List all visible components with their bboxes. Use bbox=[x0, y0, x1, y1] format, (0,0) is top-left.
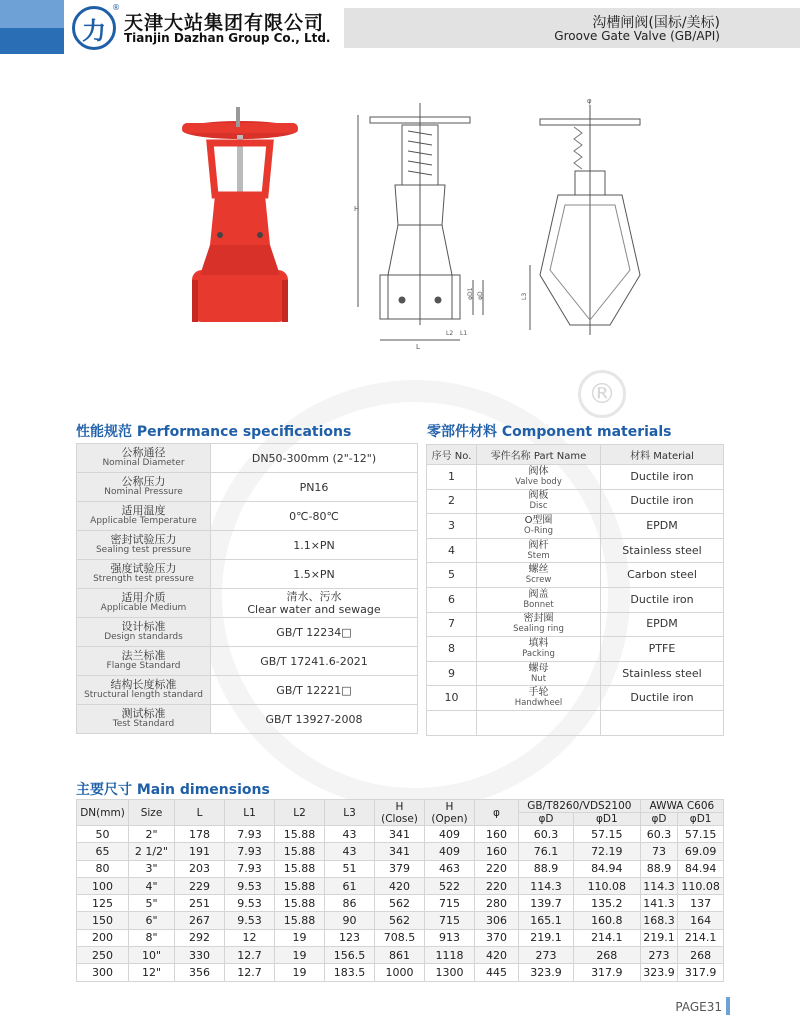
part-name-cn: 螺丝 bbox=[528, 564, 549, 576]
table-row bbox=[427, 587, 724, 612]
spec-label-en: Flange Standard bbox=[106, 661, 181, 671]
table-cell: 219.1 bbox=[640, 929, 678, 946]
spec-label-cn: 适用介质 bbox=[121, 591, 166, 604]
table-cell: 57.15 bbox=[573, 826, 640, 843]
table-cell: 10" bbox=[129, 947, 175, 964]
table-cell: 72.19 bbox=[573, 843, 640, 860]
col-header-h-close-1: H bbox=[395, 800, 404, 813]
product-title-en: Groove Gate Valve (GB/API) bbox=[554, 29, 720, 43]
part-no: 4 bbox=[427, 538, 477, 563]
dimensions-body bbox=[77, 826, 724, 982]
table-cell: 273 bbox=[519, 947, 574, 964]
table-cell: 110.08 bbox=[678, 877, 724, 894]
dimensions-heading: 主要尺寸 Main dimensions bbox=[76, 782, 270, 798]
col-header-awwa-d1: φD1 bbox=[678, 813, 724, 826]
spec-value: GB/T 13927-2008 bbox=[211, 705, 418, 734]
table-cell: 317.9 bbox=[678, 964, 724, 981]
table-cell: 562 bbox=[375, 912, 425, 929]
part-name-en: Nut bbox=[530, 673, 547, 684]
spec-value-en: Clear water and sewage bbox=[247, 603, 381, 616]
table-cell: 65 bbox=[77, 843, 129, 860]
part-material: EPDM bbox=[601, 612, 724, 637]
part-material: Ductile iron bbox=[601, 489, 724, 514]
part-material: Ductile iron bbox=[601, 587, 724, 612]
spec-label-cn: 公称通径 bbox=[121, 446, 166, 459]
table-cell: 15.88 bbox=[275, 826, 325, 843]
table-cell: 220 bbox=[475, 877, 519, 894]
table-cell: 125 bbox=[77, 895, 129, 912]
table-cell: 84.94 bbox=[573, 860, 640, 877]
table-cell: 341 bbox=[375, 826, 425, 843]
spec-label-en: Nominal Pressure bbox=[104, 487, 183, 497]
table-cell: 463 bbox=[425, 860, 475, 877]
table-cell: 165.1 bbox=[519, 912, 574, 929]
spec-value: DN50-300mm (2"-12") bbox=[211, 444, 418, 473]
table-cell: 356 bbox=[175, 964, 225, 981]
part-no: 1 bbox=[427, 465, 477, 490]
table-row bbox=[427, 661, 724, 686]
table-cell: 250 bbox=[77, 947, 129, 964]
table-cell: 15.88 bbox=[275, 877, 325, 894]
table-cell: 420 bbox=[475, 947, 519, 964]
table-cell: 370 bbox=[475, 929, 519, 946]
dim-label-l3: L3 bbox=[521, 292, 528, 300]
table-cell: 409 bbox=[425, 826, 475, 843]
spec-label-en: Structural length standard bbox=[84, 690, 203, 700]
table-cell: 60.3 bbox=[519, 826, 574, 843]
part-no: 10 bbox=[427, 686, 477, 711]
table-row bbox=[77, 895, 724, 912]
table-row bbox=[77, 618, 418, 647]
spec-value: GB/T 12221□ bbox=[211, 676, 418, 705]
table-cell: 15.88 bbox=[275, 860, 325, 877]
table-row bbox=[427, 489, 724, 514]
dim-label-l2: L2 bbox=[446, 330, 454, 337]
col-header-l: L bbox=[175, 800, 225, 826]
table-row bbox=[77, 912, 724, 929]
table-row bbox=[77, 589, 418, 618]
table-cell: 229 bbox=[175, 877, 225, 894]
table-row bbox=[77, 877, 724, 894]
table-cell: 220 bbox=[475, 860, 519, 877]
spec-label-cn: 密封试验压力 bbox=[110, 533, 177, 546]
table-cell: 137 bbox=[678, 895, 724, 912]
col-header-h-close bbox=[375, 800, 425, 826]
components-heading: 零部件材料 Component materials bbox=[427, 424, 672, 440]
dim-label-h: H bbox=[354, 205, 360, 213]
table-cell: 43 bbox=[325, 826, 375, 843]
table-cell: 7.93 bbox=[225, 826, 275, 843]
table-cell: 913 bbox=[425, 929, 475, 946]
part-name-cn: 手轮 bbox=[528, 687, 549, 699]
table-cell: 219.1 bbox=[519, 929, 574, 946]
part-name-cn: 阀板 bbox=[528, 490, 549, 502]
table-cell: 141.3 bbox=[640, 895, 678, 912]
table-row bbox=[77, 676, 418, 705]
table-cell: 708.5 bbox=[375, 929, 425, 946]
part-no: 2 bbox=[427, 489, 477, 514]
table-row bbox=[427, 612, 724, 637]
valve-drawings bbox=[170, 95, 670, 355]
table-cell: 7.93 bbox=[225, 843, 275, 860]
col-header-material: 材料 Material bbox=[601, 445, 724, 465]
table-cell: 100 bbox=[77, 877, 129, 894]
logo-mark: 力 bbox=[82, 16, 106, 45]
spec-label-en: Test Standard bbox=[112, 719, 175, 729]
table-cell: 60.3 bbox=[640, 826, 678, 843]
table-cell: 562 bbox=[375, 895, 425, 912]
table-row bbox=[77, 502, 418, 531]
table-row bbox=[77, 560, 418, 589]
table-cell: 2 1/2" bbox=[129, 843, 175, 860]
table-row bbox=[77, 826, 724, 843]
part-name-cn: 填料 bbox=[528, 637, 549, 649]
table-cell: 123 bbox=[325, 929, 375, 946]
table-cell: 3" bbox=[129, 860, 175, 877]
spec-label-en: Applicable Medium bbox=[100, 603, 187, 613]
table-cell: 80 bbox=[77, 860, 129, 877]
spec-label-cn: 适用温度 bbox=[121, 504, 166, 517]
col-header-h-close-2: (Close) bbox=[381, 812, 418, 825]
dim-label-d1: φD1 bbox=[467, 287, 474, 300]
table-cell: 12" bbox=[129, 964, 175, 981]
table-cell: 15.88 bbox=[275, 912, 325, 929]
table-cell: 57.15 bbox=[678, 826, 724, 843]
company-name-cn: 天津大站集团有限公司 bbox=[124, 12, 325, 34]
table-row bbox=[427, 514, 724, 539]
table-cell: 110.08 bbox=[573, 877, 640, 894]
spec-value: 0℃-80℃ bbox=[211, 502, 418, 531]
table-cell: 4" bbox=[129, 877, 175, 894]
table-cell: 69.09 bbox=[678, 843, 724, 860]
table-cell: 191 bbox=[175, 843, 225, 860]
table-cell: 12.7 bbox=[225, 964, 275, 981]
part-name-cn: 阀体 bbox=[528, 465, 549, 477]
table-cell: 43 bbox=[325, 843, 375, 860]
part-name-cn: 阀盖 bbox=[528, 588, 549, 600]
table-cell: 88.9 bbox=[640, 860, 678, 877]
table-cell: 76.1 bbox=[519, 843, 574, 860]
part-material: Stainless steel bbox=[601, 538, 724, 563]
table-cell: 139.7 bbox=[519, 895, 574, 912]
part-name-cn: 密封圈 bbox=[523, 613, 554, 625]
part-material: Carbon steel bbox=[601, 563, 724, 588]
table-cell: 90 bbox=[325, 912, 375, 929]
table-cell: 9.53 bbox=[225, 912, 275, 929]
table-cell: 160 bbox=[475, 826, 519, 843]
table-row bbox=[77, 705, 418, 734]
table-cell: 323.9 bbox=[519, 964, 574, 981]
table-cell: 1300 bbox=[425, 964, 475, 981]
table-row bbox=[77, 929, 724, 946]
table-cell: 150 bbox=[77, 912, 129, 929]
part-material: PTFE bbox=[601, 637, 724, 662]
part-name-en: O-Ring bbox=[523, 525, 554, 536]
part-name-cn: O型圈 bbox=[524, 514, 553, 526]
col-header-awwa-d: φD bbox=[640, 813, 678, 826]
col-header-gb-d: φD bbox=[519, 813, 574, 826]
col-header-l2: L2 bbox=[275, 800, 325, 826]
table-cell: 84.94 bbox=[678, 860, 724, 877]
col-header-dn: DN(mm) bbox=[77, 800, 129, 826]
table-cell: 9.53 bbox=[225, 895, 275, 912]
col-header-awwa: AWWA C606 bbox=[640, 800, 723, 813]
performance-table bbox=[76, 443, 418, 734]
part-no: 3 bbox=[427, 514, 477, 539]
table-row bbox=[77, 947, 724, 964]
table-cell: 715 bbox=[425, 895, 475, 912]
spec-label-cn: 法兰标准 bbox=[121, 649, 166, 662]
table-cell: 861 bbox=[375, 947, 425, 964]
table-row bbox=[427, 563, 724, 588]
performance-heading: 性能规范 Performance specifications bbox=[76, 424, 352, 440]
side-section-drawing bbox=[530, 105, 640, 335]
table-cell: 86 bbox=[325, 895, 375, 912]
table-cell: 715 bbox=[425, 912, 475, 929]
dim-label-l: L bbox=[416, 343, 420, 351]
table-row bbox=[77, 444, 418, 473]
spec-value: GB/T 12234□ bbox=[211, 618, 418, 647]
table-cell: 214.1 bbox=[573, 929, 640, 946]
table-cell: 268 bbox=[573, 947, 640, 964]
spec-label-cn: 结构长度标准 bbox=[110, 678, 177, 691]
spec-value: GB/T 17241.6-2021 bbox=[211, 647, 418, 676]
table-cell: 300 bbox=[77, 964, 129, 981]
watermark-registered-mark: ® bbox=[578, 370, 626, 418]
spec-label-en: Strength test pressure bbox=[93, 574, 194, 584]
table-cell: 341 bbox=[375, 843, 425, 860]
table-cell: 7.93 bbox=[225, 860, 275, 877]
table-cell: 268 bbox=[678, 947, 724, 964]
part-material: Ductile iron bbox=[601, 686, 724, 711]
company-name-en: Tianjin Dazhan Group Co., Ltd. bbox=[124, 31, 331, 45]
table-cell: 200 bbox=[77, 929, 129, 946]
col-header-phi: φ bbox=[475, 800, 519, 826]
table-cell: 114.3 bbox=[519, 877, 574, 894]
table-cell: 317.9 bbox=[573, 964, 640, 981]
dimensions-table bbox=[76, 799, 724, 982]
table-cell: 330 bbox=[175, 947, 225, 964]
table-cell: 1118 bbox=[425, 947, 475, 964]
table-cell: 6" bbox=[129, 912, 175, 929]
table-cell: 73 bbox=[640, 843, 678, 860]
table-cell: 2" bbox=[129, 826, 175, 843]
part-no: 9 bbox=[427, 661, 477, 686]
part-name-en: Sealing ring bbox=[513, 624, 564, 635]
table-cell: 273 bbox=[640, 947, 678, 964]
registered-mark: ® bbox=[112, 3, 120, 12]
spec-value: PN16 bbox=[211, 473, 418, 502]
part-material: EPDM bbox=[601, 514, 724, 539]
table-cell: 292 bbox=[175, 929, 225, 946]
col-header-h-open-2: (Open) bbox=[431, 812, 468, 825]
table-row bbox=[77, 964, 724, 981]
table-cell: 156.5 bbox=[325, 947, 375, 964]
table-row bbox=[427, 538, 724, 563]
table-cell: 61 bbox=[325, 877, 375, 894]
col-header-l1: L1 bbox=[225, 800, 275, 826]
col-header-h-open bbox=[425, 800, 475, 826]
spec-label-en: Sealing test pressure bbox=[95, 545, 192, 555]
header-color-block bbox=[0, 0, 64, 54]
table-row bbox=[427, 637, 724, 662]
table-cell: 8" bbox=[129, 929, 175, 946]
table-cell: 135.2 bbox=[573, 895, 640, 912]
table-cell: 214.1 bbox=[678, 929, 724, 946]
spec-value: 1.1×PN bbox=[211, 531, 418, 560]
dim-label-phi: φ bbox=[587, 97, 592, 105]
table-header-row bbox=[77, 800, 724, 813]
table-cell: 445 bbox=[475, 964, 519, 981]
table-cell: 251 bbox=[175, 895, 225, 912]
table-cell: 203 bbox=[175, 860, 225, 877]
part-no: 8 bbox=[427, 637, 477, 662]
table-cell: 12.7 bbox=[225, 947, 275, 964]
table-row bbox=[427, 465, 724, 490]
table-cell: 379 bbox=[375, 860, 425, 877]
table-cell: 9.53 bbox=[225, 877, 275, 894]
valve-product-image bbox=[182, 107, 298, 322]
table-cell: 51 bbox=[325, 860, 375, 877]
col-header-no: 序号 No. bbox=[427, 445, 477, 465]
table-cell: 178 bbox=[175, 826, 225, 843]
part-name-en: Disc bbox=[529, 501, 548, 512]
part-name-cn: 阀杆 bbox=[528, 539, 549, 551]
table-cell: 280 bbox=[475, 895, 519, 912]
table-row bbox=[77, 473, 418, 502]
part-name-en: Valve body bbox=[515, 476, 562, 487]
spec-value: 1.5×PN bbox=[211, 560, 418, 589]
table-cell: 50 bbox=[77, 826, 129, 843]
table-cell: 12 bbox=[225, 929, 275, 946]
table-cell: 160 bbox=[475, 843, 519, 860]
table-cell: 522 bbox=[425, 877, 475, 894]
table-row-empty bbox=[427, 710, 724, 735]
table-row bbox=[77, 531, 418, 560]
col-header-h-open-1: H bbox=[445, 800, 454, 813]
col-header-size: Size bbox=[129, 800, 175, 826]
table-row bbox=[427, 686, 724, 711]
company-logo bbox=[72, 6, 116, 50]
part-name-cn: 螺母 bbox=[528, 662, 549, 674]
col-header-gb-d1: φD1 bbox=[573, 813, 640, 826]
table-cell: 1000 bbox=[375, 964, 425, 981]
table-cell: 183.5 bbox=[325, 964, 375, 981]
part-no: 5 bbox=[427, 563, 477, 588]
table-cell: 19 bbox=[275, 947, 325, 964]
part-material: Stainless steel bbox=[601, 661, 724, 686]
front-technical-drawing bbox=[358, 103, 483, 340]
table-cell: 168.3 bbox=[640, 912, 678, 929]
components-table bbox=[426, 444, 724, 736]
spec-label-en: Design standards bbox=[104, 632, 183, 642]
table-cell: 420 bbox=[375, 877, 425, 894]
col-header-part: 零件名称 Part Name bbox=[477, 445, 601, 465]
table-cell: 15.88 bbox=[275, 895, 325, 912]
page-number-bar bbox=[726, 997, 730, 1015]
table-cell: 114.3 bbox=[640, 877, 678, 894]
table-cell: 160.8 bbox=[573, 912, 640, 929]
table-cell: 19 bbox=[275, 964, 325, 981]
part-name-en: Stem bbox=[527, 550, 550, 561]
table-cell: 5" bbox=[129, 895, 175, 912]
table-cell: 267 bbox=[175, 912, 225, 929]
part-name-en: Bonnet bbox=[523, 599, 554, 610]
spec-label-cn: 设计标准 bbox=[121, 620, 166, 633]
part-name-en: Handwheel bbox=[514, 698, 563, 709]
spec-label-en: Nominal Diameter bbox=[102, 458, 185, 468]
part-name-en: Screw bbox=[525, 575, 552, 586]
dim-label-l1: L1 bbox=[460, 330, 468, 337]
col-header-gb: GB/T8260/VDS2100 bbox=[519, 800, 641, 813]
part-no: 7 bbox=[427, 612, 477, 637]
table-cell: 306 bbox=[475, 912, 519, 929]
page-number: PAGE31 bbox=[675, 1000, 722, 1014]
table-cell: 88.9 bbox=[519, 860, 574, 877]
product-title-cn: 沟槽闸阀(国标/美标) bbox=[592, 15, 720, 31]
spec-label-en: Applicable Temperature bbox=[90, 516, 197, 526]
spec-label-cn: 强度试验压力 bbox=[110, 562, 177, 575]
table-cell: 15.88 bbox=[275, 843, 325, 860]
col-header-l3: L3 bbox=[325, 800, 375, 826]
part-material: Ductile iron bbox=[601, 465, 724, 490]
table-row bbox=[77, 860, 724, 877]
table-row bbox=[77, 843, 724, 860]
part-name-en: Packing bbox=[522, 648, 555, 659]
table-cell: 164 bbox=[678, 912, 724, 929]
table-cell: 19 bbox=[275, 929, 325, 946]
table-cell: 409 bbox=[425, 843, 475, 860]
table-cell: 323.9 bbox=[640, 964, 678, 981]
dim-label-d: φD bbox=[477, 291, 484, 300]
spec-label-cn: 测试标准 bbox=[121, 707, 166, 720]
part-no: 6 bbox=[427, 587, 477, 612]
table-row bbox=[77, 647, 418, 676]
spec-label-cn: 公称压力 bbox=[121, 475, 166, 488]
spec-value: 清水、污水 bbox=[286, 590, 342, 603]
table-header-row bbox=[427, 445, 724, 465]
